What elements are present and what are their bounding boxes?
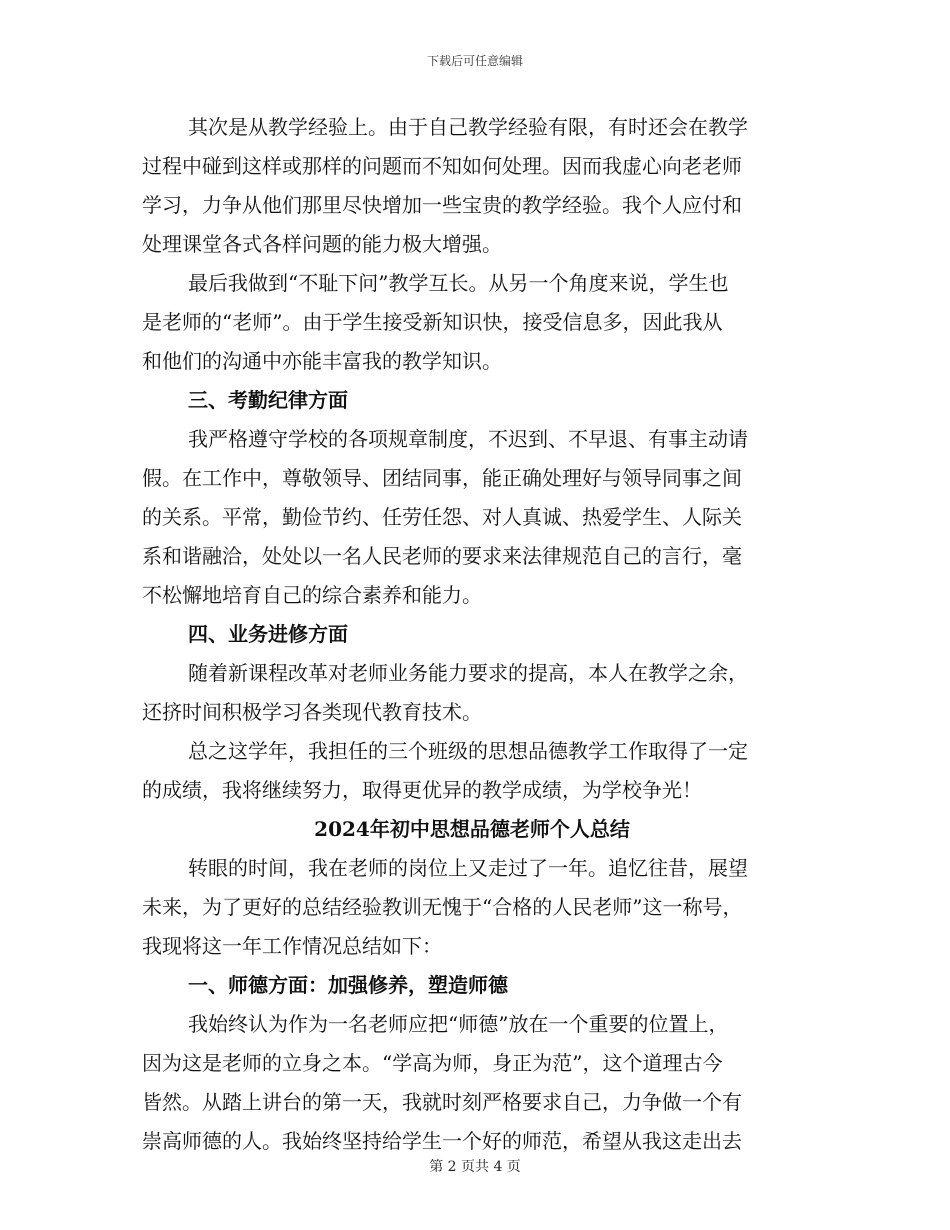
paragraph-line: 我严格遵守学校的各项规章制度，不迟到、不早退、有事主动请 [188, 427, 748, 451]
paragraph-line: 其次是从教学经验上。由于自己教学经验有限，有时还会在教学 [188, 115, 748, 139]
paragraph-line: 系和谐融洽，处处以一名人民老师的要求来法律规范自己的言行，毫 [142, 544, 742, 568]
paragraph-line: 是老师的“老师”。由于学生接受新知识快，接受信息多，因此我从 [142, 310, 723, 334]
paragraph-line: 崇高师德的人。我始终坚持给学生一个好的师范，希望从我这走出去 [142, 1129, 742, 1153]
section-heading: 一、师德方面：加强修养，塑造师德 [188, 973, 508, 997]
document-title: 2024年初中思想品德老师个人总结 [314, 817, 630, 841]
paragraph-line: 随着新课程改革对老师业务能力要求的提高，本人在教学之余， [188, 661, 748, 685]
page-number: 第 2 页共 4 页 [429, 1159, 521, 1175]
paragraph-line: 不松懈地培育自己的综合素养和能力。 [142, 583, 482, 607]
paragraph-line: 还挤时间积极学习各类现代教育技术。 [142, 700, 482, 724]
paragraph-line: 转眼的时间，我在老师的岗位上又走过了一年。追忆往昔，展望 [188, 856, 748, 880]
paragraph-line: 因为这是老师的立身之本。“学高为师，身正为范”，这个道理古今 [142, 1051, 723, 1075]
paragraph-line: 过程中碰到这样或那样的问题而不知如何处理。因而我虚心向老老师 [142, 154, 742, 178]
page-header: 下载后可任意编辑 [426, 54, 523, 68]
paragraph-line: 和他们的沟通中亦能丰富我的教学知识。 [142, 349, 502, 373]
paragraph-line: 学习，力争从他们那里尽快增加一些宝贵的教学经验。我个人应付和 [142, 193, 742, 217]
paragraph-line: 我始终认为作为一名老师应把“师德”放在一个重要的位置上， [188, 1012, 729, 1036]
paragraph-line: 皆然。从踏上讲台的第一天，我就时刻严格要求自己，力争做一个有 [142, 1090, 742, 1114]
paragraph-line: 未来，为了更好的总结经验教训无愧于“合格的人民老师”这一称号， [142, 895, 743, 919]
paragraph-line: 总之这学年，我担任的三个班级的思想品德教学工作取得了一定 [188, 739, 748, 763]
section-heading: 三、考勤纪律方面 [188, 388, 348, 412]
paragraph-line: 处理课堂各式各样问题的能力极大增强。 [142, 232, 502, 256]
paragraph-line: 的成绩，我将继续努力，取得更优异的教学成绩，为学校争光！ [142, 778, 702, 802]
document-body [142, 108, 802, 1161]
paragraph-line: 的关系。平常，勤俭节约、任劳任怨、对人真诚、热爱学生、人际关 [142, 505, 742, 529]
paragraph-line: 假。在工作中，尊敬领导、团结同事，能正确处理好与领导同事之间 [142, 466, 742, 490]
paragraph-line: 我现将这一年工作情况总结如下： [142, 934, 442, 958]
paragraph-line: 最后我做到“不耻下问”教学互长。从另一个角度来说，学生也 [188, 271, 729, 295]
section-heading: 四、业务进修方面 [188, 622, 348, 646]
